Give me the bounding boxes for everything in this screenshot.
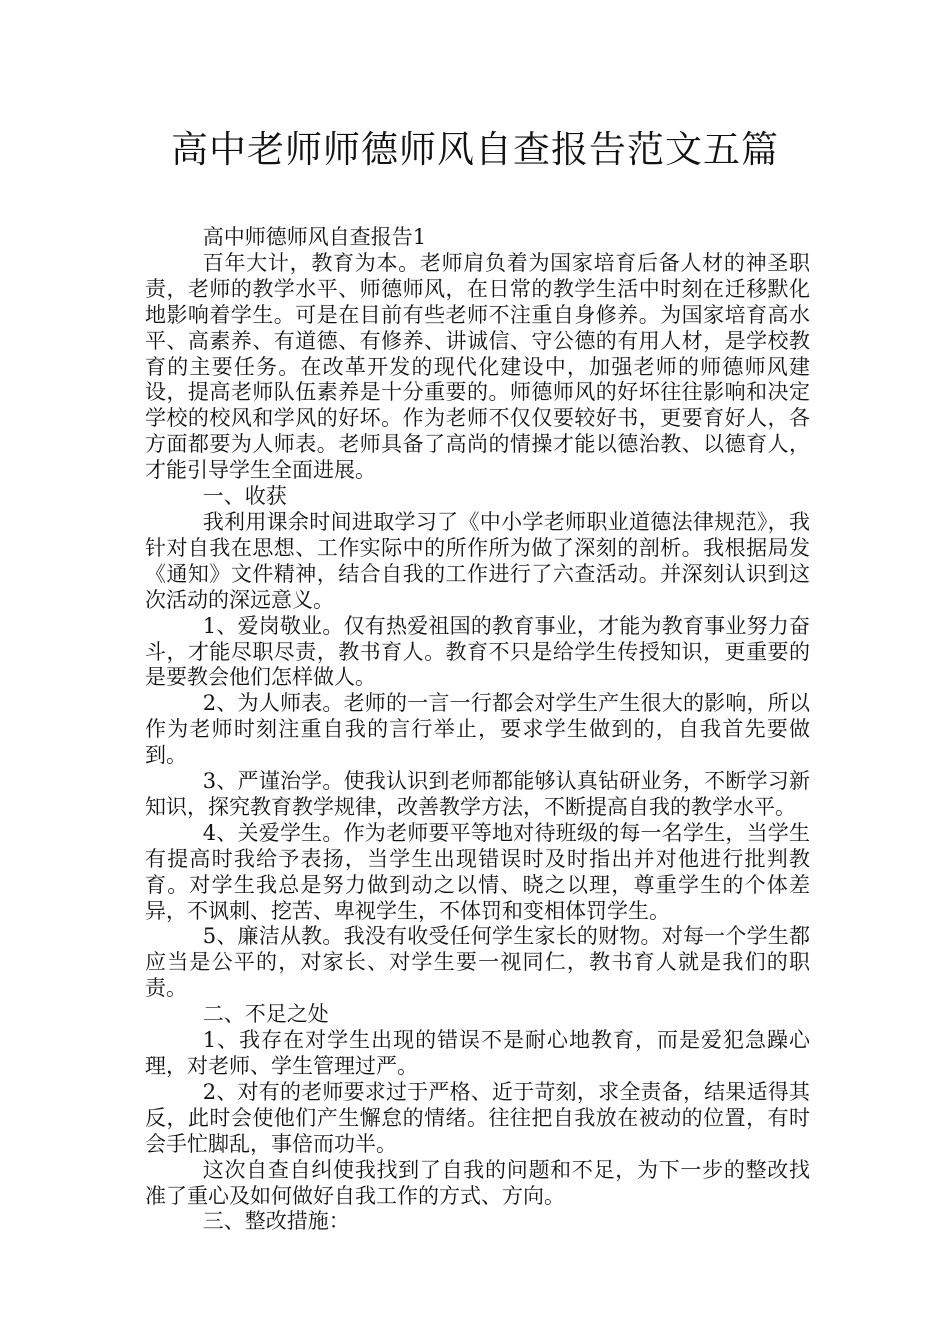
paragraph-item-2: 2、为人师表。老师的一言一行都会对学生产生很大的影响，所以作为老师时刻注重自我的言行举止，要求学生做到的，自我首先要做到。 xyxy=(145,691,810,768)
document-body xyxy=(145,225,810,1235)
paragraph-item-4: 4、关爱学生。作为老师要平等地对待班级的每一名学生，当学生有提高时我给予表扬，当学生出现错误时及时指出并对他进行批判教育。对学生我总是努力做到动之以情、晓之以理，尊重学生的个体差异，不讽刺、挖苦、卑视学生，不体罚和变相体罚学生。 xyxy=(145,820,810,923)
document-title: 高中老师师德师风自查报告范文五篇 xyxy=(171,128,779,171)
section-heading-gains: 一、收获 xyxy=(202,484,287,509)
paragraph-item-3: 3、严谨治学。使我认识到老师都能够认真钻研业务，不断学习新知识，探究教育教学规律，改善教学方法，不断提高自我的教学水平。 xyxy=(145,769,810,819)
section-heading-shortcomings: 二、不足之处 xyxy=(202,1002,329,1027)
section-heading-measures: 三、整改措施： xyxy=(202,1209,350,1234)
paragraph-intro: 百年大计，教育为本。老师肩负着为国家培育后备人材的神圣职责，老师的教学水平、师德师风，在日常的教学生活中时刻在迁移默化地影响着学生。可是在目前有些老师不注重自身修养。为国家培育高水平、高素养、有道德、有修养、讲诚信、守公德的有用人材，是学校教育的主要任务。在改革开发的现代化建设中，加强老师的师德师风建设，提高老师队伍素养是十分重要的。师德师风的好坏往往影响和决定学校的校风和学风的好坏。作为老师不仅仅要较好书，更要育好人，各方面都要为人师表。老师具备了高尚的情操才能以德治教、以德育人，才能引导学生全面进展。 xyxy=(145,250,810,483)
report-subtitle: 高中师德师风自查报告1 xyxy=(202,225,427,249)
paragraph-study: 我利用课余时间进取学习了《中小学老师职业道德法律规范》，我针对自我在思想、工作实际中的所作所为做了深刻的剖析。我根据局发《通知》文件精神，结合自我的工作进行了六查活动。并深刻认识到这次活动的深远意义。 xyxy=(145,509,810,612)
paragraph-shortcoming-1: 1、我存在对学生出现的错误不是耐心地教育，而是爱犯急躁心理，对老师、学生管理过严。 xyxy=(145,1028,810,1078)
paragraph-conclusion: 这次自查自纠使我找到了自我的问题和不足，为下一步的整改找准了重心及如何做好自我工作的方式、方向。 xyxy=(145,1157,810,1208)
paragraph-shortcoming-2: 2、对有的老师要求过于严格、近于苛刻，求全责备，结果适得其反，此时会使他们产生懈怠的情绪。往往把自我放在被动的位置，有时会手忙脚乱，事倍而功半。 xyxy=(145,1079,810,1156)
paragraph-item-5: 5、廉洁从教。我没有收受任何学生家长的财物。对每一个学生都应当是公平的，对家长、对学生要一视同仁，教书育人就是我们的职责。 xyxy=(145,924,810,1001)
paragraph-item-1: 1、爱岗敬业。仅有热爱祖国的教育事业，才能为教育事业努力奋斗，才能尽职尽责，教书育人。教育不只是给学生传授知识，更重要的是要教会他们怎样做人。 xyxy=(145,613,810,690)
